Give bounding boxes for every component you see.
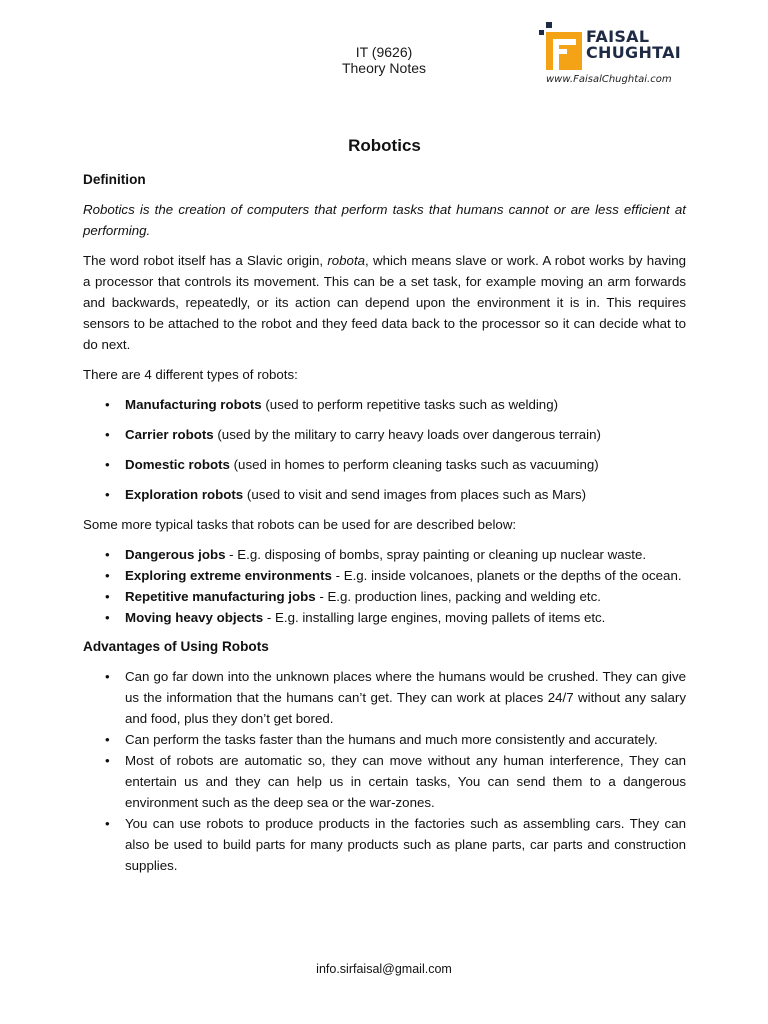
advantage-text: Can go far down into the unknown places where the humans would be crushed. They can give us the information that the humans can’t get. They can work at places 24/7 without any salary and food, plus they don’t get bored. [125,669,686,726]
footer-email: info.sirfaisal@gmail.com [316,962,452,976]
logo-mark-icon [536,20,584,80]
brand-name-line2: CHUGHTAI [586,43,682,62]
intro-paragraph [83,250,686,355]
brand-name-line1: FAISAL [586,27,650,46]
list-item [83,813,686,876]
bullet-icon: • [105,427,110,442]
bullet-icon: • [105,732,110,747]
task-desc: - E.g. disposing of bombs, spray painting or cleaning up nuclear waste. [225,547,647,562]
bullet-icon: • [105,669,110,684]
bullet-icon: • [105,457,110,472]
course-header [300,44,468,76]
list-item [83,729,686,750]
list-item [83,484,686,505]
advantage-text: You can use robots to produce products in the factories such as assembling cars. They can also be used to build parts for many products such as plane parts, car parts and construction supplies. [125,816,686,873]
document-body [83,134,686,885]
list-item [83,424,686,445]
robot-type-name: Exploration robots [125,487,244,502]
course-subtitle: Theory Notes [341,60,427,76]
task-name: Exploring extreme environments [125,568,332,583]
list-item [83,394,686,415]
list-item [83,607,686,628]
advantages-list [83,666,686,876]
definition-text [83,199,686,241]
bullet-icon: • [105,568,110,583]
tasks-intro: Some more typical tasks that robots can be used for are described below: [83,517,517,532]
definition-text-italic: Robotics is the creation of computers that perform tasks that humans cannot or are less efficient at performing. [83,202,686,238]
list-item [83,750,686,813]
list-item [83,544,686,565]
advantage-text: Can perform the tasks faster than the humans and much more consistently and accurately. [125,732,658,747]
types-intro: There are 4 different types of robots: [83,367,298,382]
bullet-icon: • [105,610,110,625]
advantages-heading: Advantages of Using Robots [83,639,269,654]
robot-type-desc: (used in homes to perform cleaning tasks such as vacuuming) [229,457,599,472]
robot-type-desc: (used by the military to carry heavy loads over dangerous terrain) [213,427,601,442]
robot-types-list [83,394,686,505]
list-item [83,565,686,586]
brand-website: www.FaisalChughtai.com [546,74,672,85]
task-name: Moving heavy objects [125,610,264,625]
page-title: Robotics [348,136,421,155]
list-item [83,586,686,607]
robot-type-desc: (used to perform repetitive tasks such as welding) [261,397,559,412]
task-desc: - E.g. installing large engines, moving pallets of items etc. [263,610,606,625]
robot-type-desc: (used to visit and send images from places such as Mars) [243,487,587,502]
robot-tasks-list [83,544,686,628]
bullet-icon: • [105,397,110,412]
task-desc: - E.g. inside volcanoes, planets or the depths of the ocean. [331,568,682,583]
task-name: Dangerous jobs [125,547,226,562]
definition-heading: Definition [83,172,146,187]
bullet-icon: • [105,753,110,768]
intro-part2: , which means slave or work. A robot works by having a processor that controls its movement. This can be a set task, for example moving an arm forwards and backwards, repeatedly, or its action can depend upon the environment it is in. This requires sensors to be attached to the robot and they feed data back to the processor so it can decide what to do next. [83,253,686,352]
robot-type-name: Domestic robots [125,457,230,472]
advantage-text: Most of robots are automatic so, they can move without any human interference, They can entertain us and they can help us in certain tasks, You can send them to a dangerous environment such as the deep sea or the war-zones. [125,753,686,810]
robot-type-name: Manufacturing robots [125,397,262,412]
task-desc: - E.g. production lines, packing and welding etc. [315,589,601,604]
bullet-icon: • [105,589,110,604]
course-code: IT (9626) [355,44,413,60]
intro-part1: The word robot itself has a Slavic origin, [83,253,328,268]
list-item [83,666,686,729]
robot-type-name: Carrier robots [125,427,214,442]
bullet-icon: • [105,816,110,831]
bullet-icon: • [105,487,110,502]
intro-italic-word: robota [327,253,366,268]
brand-logo [536,20,696,92]
list-item [83,454,686,475]
bullet-icon: • [105,547,110,562]
task-name: Repetitive manufacturing jobs [125,589,316,604]
